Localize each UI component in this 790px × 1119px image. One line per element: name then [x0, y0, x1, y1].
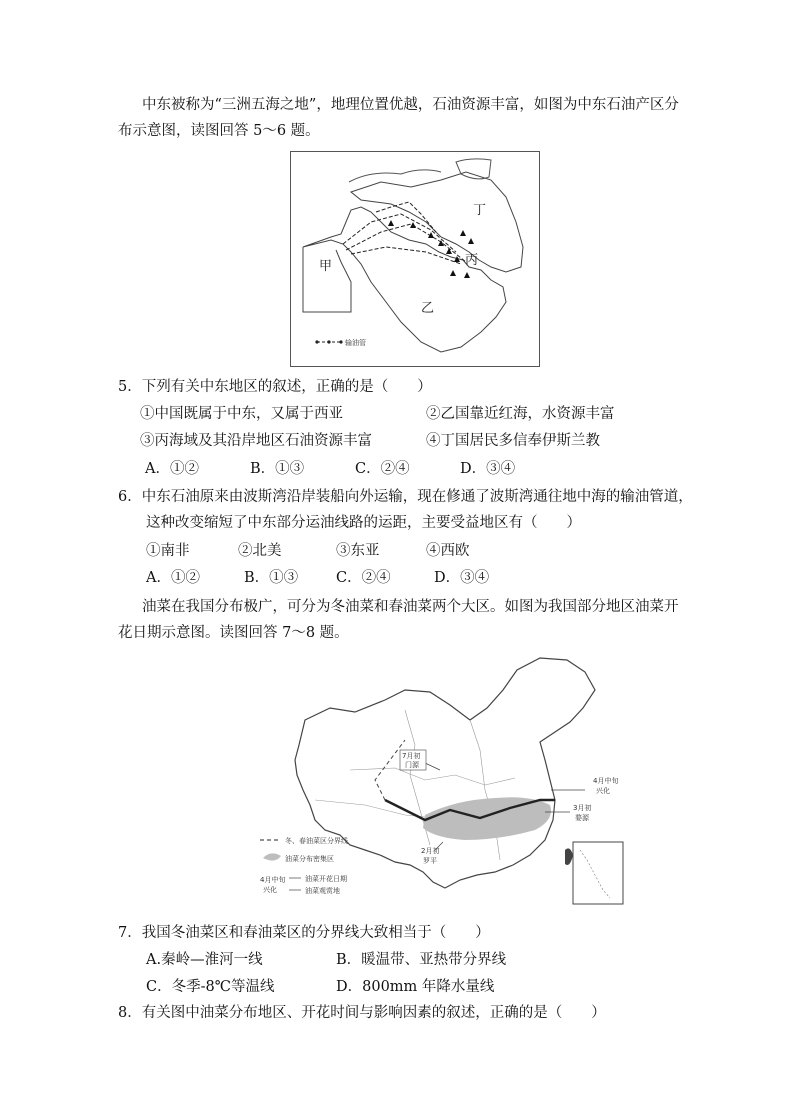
q7-choice-c[interactable]: C．冬季-8℃等温线	[146, 979, 275, 995]
china-outline	[295, 658, 595, 888]
q5-stem: 5．下列有关中东地区的叙述，正确的是（ ）	[118, 379, 432, 395]
q5-choice-a[interactable]: A．①②	[145, 461, 199, 477]
pipeline-3	[351, 247, 461, 264]
legend-sample-place: 兴化	[263, 886, 277, 894]
xinghua-label: 兴化	[596, 787, 610, 795]
q7-choice-b[interactable]: B．暖温带、亚热带分界线	[336, 952, 507, 968]
taiwan	[565, 848, 573, 865]
q6-choice-a[interactable]: A．①②	[146, 570, 200, 586]
rapeseed-dense-area	[423, 797, 551, 840]
q7-choice-d[interactable]: D．800mm 年降水量线	[336, 979, 495, 995]
intro1-line2: 布示意图，读图回答 5～6 题。	[118, 123, 320, 139]
iran-region-outline	[351, 172, 523, 272]
q5-choice-c[interactable]: C．②④	[355, 461, 410, 477]
q5-opt4: ④丁国居民多信奉伊斯兰教	[426, 433, 600, 449]
q5-opt3: ③丙海域及其沿岸地区石油资源丰富	[140, 433, 372, 449]
q8-stem: 8．有关图中油菜分布地区、开花时间与影响因素的叙述，正确的是（ ）	[118, 1005, 606, 1021]
label-yi: 乙	[421, 301, 435, 316]
label-bing: 丙	[465, 253, 479, 268]
q6-opt1: ①南非	[146, 543, 190, 559]
legend-bloom-text: 油菜开花日期	[305, 875, 347, 883]
legend-dense-swatch	[263, 853, 281, 860]
q5-opt2: ②乙国靠近红海，水资源丰富	[426, 406, 615, 422]
q7-stem: 7．我国冬油菜区和春油菜区的分界线大致相当于（ ）	[118, 925, 490, 941]
label-ding: 丁	[473, 203, 487, 218]
q5-opt1: ①中国既属于中东，又属于西亚	[140, 406, 343, 422]
q5-choice-d[interactable]: D．③④	[460, 461, 516, 477]
china-rapeseed-map	[255, 650, 635, 912]
intro2-line1: 油菜在我国分布极广，可分为冬油菜和春油菜两个大区。如图为我国部分地区油菜开	[142, 599, 679, 615]
luoping-label: 罗平	[423, 857, 437, 865]
menyuan-date: 7月初	[402, 752, 421, 760]
xinghua-date: 4月中旬	[593, 777, 619, 785]
china-rapeseed-map-drawing	[255, 650, 635, 912]
arabia-outline	[303, 207, 506, 352]
legend-boundary-text: 冬、春油菜区分界线	[285, 837, 348, 845]
menyuan-label: 门源	[405, 761, 419, 769]
wuyuan-date: 3月初	[573, 804, 592, 812]
intro2-line2: 花日期示意图。读图回答 7～8 题。	[118, 625, 349, 641]
legend-pipeline-label: 输油管	[345, 339, 366, 347]
q6-choice-c[interactable]: C．②④	[336, 570, 391, 586]
wuyuan-label: 婺源	[575, 814, 589, 822]
q5-choice-b[interactable]: B．①③	[250, 461, 305, 477]
q6-opt2: ②北美	[238, 543, 282, 559]
q6-choice-d[interactable]: D．③④	[434, 570, 490, 586]
label-jia: 甲	[319, 259, 333, 274]
pipeline-1	[343, 214, 456, 252]
caspian-sea	[456, 159, 491, 179]
pipeline-2	[346, 224, 466, 262]
q6-choice-b[interactable]: B．①③	[244, 570, 299, 586]
caspian-coast	[349, 170, 441, 182]
q6-stem-line1: 6．中东石油原来由波斯湾沿岸装船向外运输，现在修通了波斯湾通往地中海的输油管道，	[118, 489, 693, 505]
legend-sample-date: 4月中旬	[260, 876, 286, 884]
q6-stem-line2: 这种改变缩短了中东部分运油线路的运距，主要受益地区有（ ）	[146, 515, 581, 531]
legend-dense-text: 油菜分布密集区	[285, 855, 334, 863]
q6-opt4: ④西欧	[426, 543, 470, 559]
middle-east-map-drawing	[291, 152, 539, 366]
egypt-outline	[303, 247, 351, 312]
intro1-line1: 中东被称为“三洲五海之地”，地理位置优越，石油资源丰富，如图为中东石油产区分	[142, 97, 679, 113]
legend-place-text: 油菜观赏地	[305, 887, 340, 895]
middle-east-map	[290, 151, 540, 367]
luoping-date: 2月初	[421, 847, 440, 855]
south-china-sea-inset	[573, 842, 623, 904]
q6-opt3: ③东亚	[336, 543, 380, 559]
q7-choice-a[interactable]: A.秦岭—淮河一线	[146, 952, 263, 968]
internal-line-1	[350, 768, 515, 785]
